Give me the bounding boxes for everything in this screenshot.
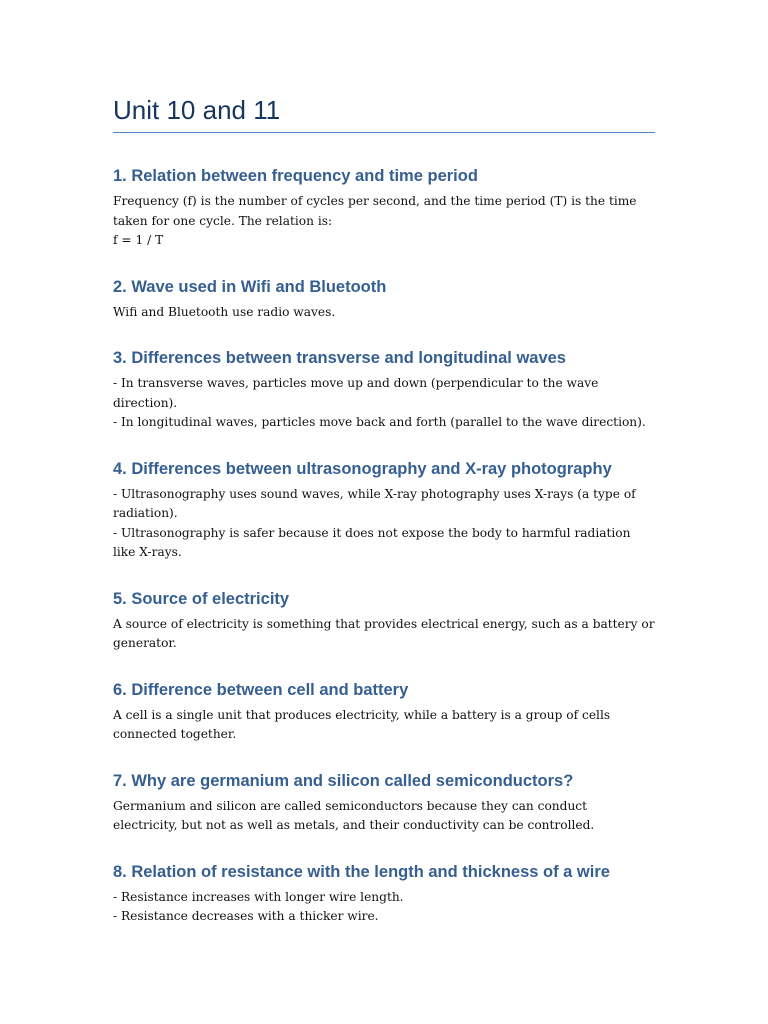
section-heading: 7. Why are germanium and silicon called semiconductors? — [113, 771, 574, 790]
section-text: - Resistance increases with longer wire length. — [113, 889, 404, 904]
section-heading: 2. Wave used in Wifi and Bluetooth — [113, 277, 387, 296]
section-heading: 8. Relation of resistance with the length and thickness of a wire — [113, 862, 610, 881]
section-text: Germanium and silicon are called semiconductors because they can conduct electricity, but not as well as metals, and their conductivity can be controlled. — [113, 798, 595, 832]
page-title: Unit 10 and 11 — [113, 95, 281, 125]
section-text: - In transverse waves, particles move up and down (perpendicular to the wave direction). — [113, 376, 599, 410]
section-text: Wifi and Bluetooth use radio waves. — [113, 304, 336, 319]
section-2 — [113, 275, 655, 323]
section-text: A cell is a single unit that produces electricity, while a battery is a group of cells connected together. — [113, 707, 611, 741]
section-text: - In longitudinal waves, particles move back and forth (parallel to the wave direction). — [113, 415, 646, 429]
title-divider — [113, 132, 655, 133]
document-body — [113, 164, 655, 951]
section-text: - Ultrasonography is safer because it does not expose the body to harmful radiation like X-rays. — [113, 525, 631, 559]
section-text: A source of electricity is something that provides electrical energy, such as a battery or generator. — [113, 616, 655, 650]
section-heading: 3. Differences between transverse and longitudinal waves — [113, 349, 566, 367]
section-heading: 1. Relation between frequency and time period — [113, 167, 478, 185]
section-3 — [113, 346, 655, 433]
section-5 — [113, 587, 655, 654]
section-heading: 6. Difference between cell and battery — [113, 680, 409, 699]
section-6 — [113, 678, 655, 745]
section-text: - Ultrasonography uses sound waves, while X-ray photography uses X-rays (a type of radiation). — [113, 486, 636, 520]
section-heading: 5. Source of electricity — [113, 589, 290, 608]
section-8 — [113, 860, 655, 927]
section-4 — [113, 457, 655, 563]
section-text: Frequency (f) is the number of cycles per second, and the time period (T) is the time taken for one cycle. The relation is: — [113, 194, 637, 228]
section-heading: 4. Differences between ultrasonography and X-ray photography — [113, 459, 612, 478]
section-7 — [113, 769, 655, 836]
section-1 — [113, 164, 655, 251]
section-text: f = 1 / T — [113, 233, 164, 247]
section-text: - Resistance decreases with a thicker wire. — [113, 909, 379, 923]
